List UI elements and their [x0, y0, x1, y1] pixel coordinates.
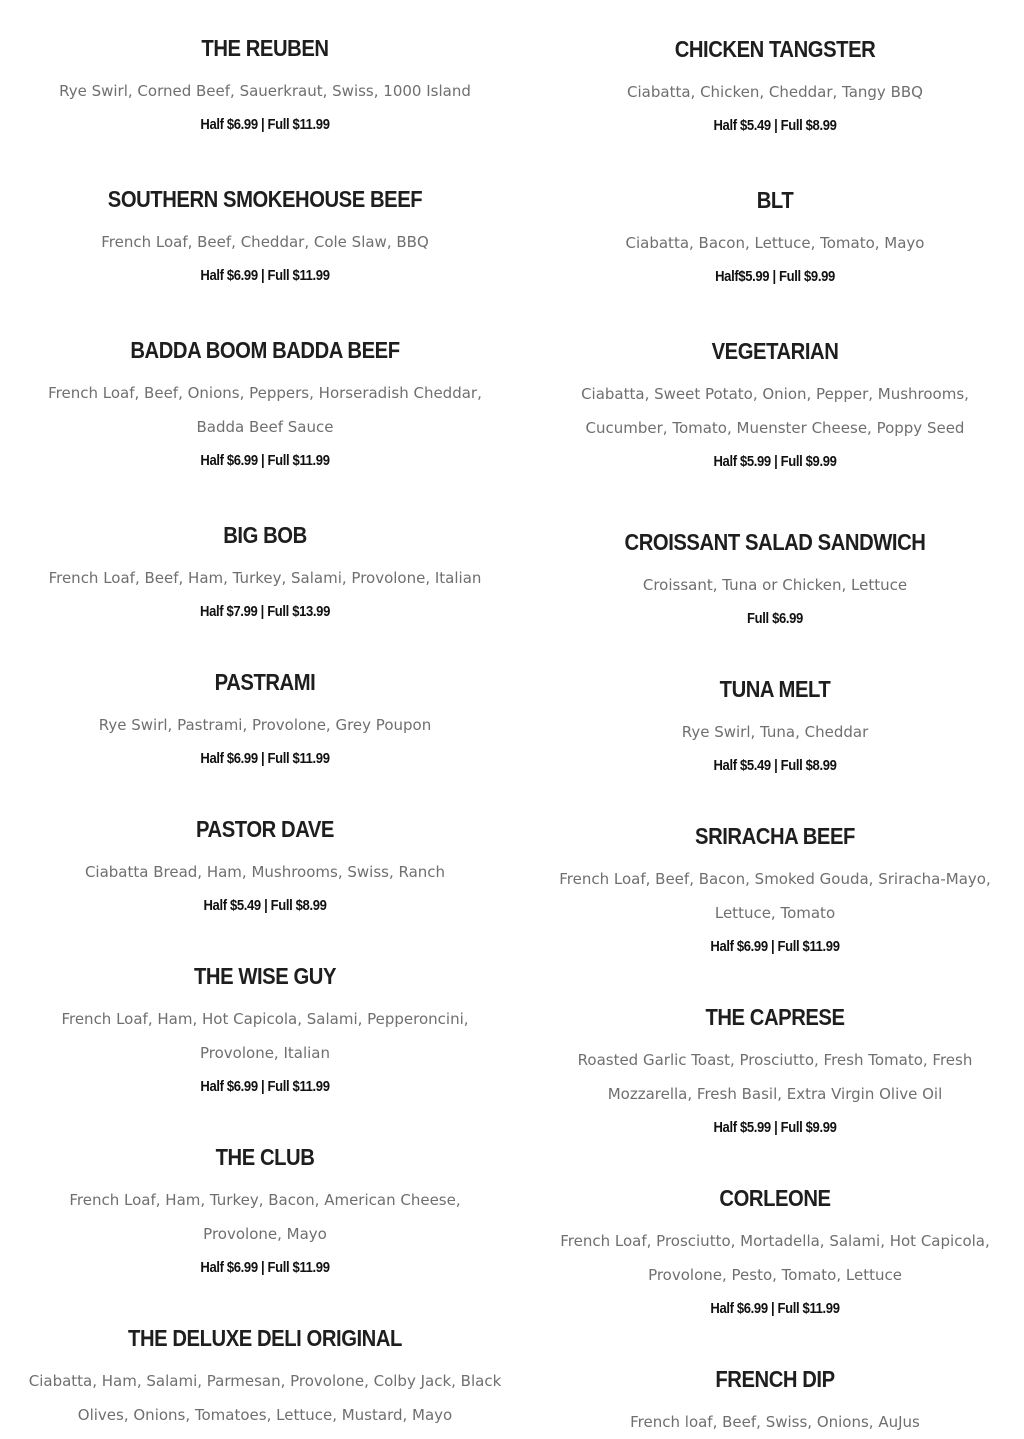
item-name: THE REUBEN — [201, 35, 329, 61]
menu-item — [10, 182, 520, 293]
item-description: French loaf, Beef, Swiss, Onions, AuJus — [630, 1413, 920, 1431]
item-name: FRENCH DIP — [715, 1366, 835, 1392]
item-price: Half $6.99 | Full $11.99 — [200, 751, 330, 767]
item-name: THE WISE GUY — [193, 963, 337, 989]
menu-item — [520, 525, 1024, 636]
menu-item — [520, 672, 1024, 783]
item-name: CHICKEN TANGSTER — [674, 36, 876, 62]
item-price: Half $6.99 | Full $11.99 — [200, 1260, 330, 1276]
item-price: Half $6.99 | Full $11.99 — [200, 1079, 330, 1095]
menu-item — [10, 31, 520, 142]
item-name: TUNA MELT — [719, 676, 831, 702]
item-price: Half $5.99 | Full $9.99 — [713, 454, 837, 470]
item-price: Half $6.99 | Full $11.99 — [200, 268, 330, 284]
menu-item — [520, 1362, 1024, 1439]
menu-item — [10, 665, 520, 776]
item-description: Ciabatta Bread, Ham, Mushrooms, Swiss, Ranch — [84, 863, 446, 881]
item-name: CORLEONE — [719, 1185, 831, 1211]
item-name: THE CLUB — [215, 1144, 315, 1170]
menu-item — [520, 819, 1024, 964]
item-description: French Loaf, Beef, Bacon, Smoked Gouda, Sriracha-Mayo, Lettuce, Tomato — [559, 870, 991, 922]
item-price: Half $5.49 | Full $8.99 — [713, 758, 837, 774]
item-description: Rye Swirl, Corned Beef, Sauerkraut, Swiss, 1000 Island — [59, 82, 471, 100]
menu-item — [10, 333, 520, 478]
item-name: BLT — [756, 187, 794, 213]
item-price: Half $5.99 | Full $9.99 — [713, 1120, 837, 1136]
item-name: SOUTHERN SMOKEHOUSE BEEF — [107, 186, 423, 212]
menu-item — [10, 812, 520, 923]
item-name: BADDA BOOM BADDA BEEF — [130, 337, 400, 363]
item-description: French Loaf, Beef, Ham, Turkey, Salami, Provolone, Italian — [48, 569, 482, 587]
item-name: CROISSANT SALAD SANDWICH — [624, 529, 926, 555]
item-price: Half $7.99 | Full $13.99 — [200, 604, 330, 620]
item-name: PASTOR DAVE — [196, 816, 334, 842]
item-description: French Loaf, Beef, Cheddar, Cole Slaw, BBQ — [101, 233, 429, 251]
item-description: Roasted Garlic Toast, Prosciutto, Fresh Tomato, Fresh Mozzarella, Fresh Basil, Extra Virgin Olive Oil — [577, 1051, 973, 1103]
item-name: PASTRAMI — [214, 669, 316, 695]
menu-item — [10, 1140, 520, 1285]
item-price: Half $6.99 | Full $11.99 — [710, 939, 840, 955]
item-price: Full $6.99 — [747, 611, 803, 627]
item-price: Half $6.99 | Full $11.99 — [200, 453, 330, 469]
item-name: BIG BOB — [223, 522, 307, 548]
item-description: Ciabatta, Sweet Potato, Onion, Pepper, Mushrooms, Cucumber, Tomato, Muenster Cheese, Poppy Seed — [581, 385, 969, 437]
item-description: Croissant, Tuna or Chicken, Lettuce — [642, 576, 908, 594]
menu-item — [520, 32, 1024, 143]
item-name: THE DELUXE DELI ORIGINAL — [128, 1325, 402, 1351]
item-description: Ciabatta, Bacon, Lettuce, Tomato, Mayo — [625, 234, 925, 252]
item-price: Half $5.49 | Full $8.99 — [713, 118, 837, 134]
item-name: VEGETARIAN — [711, 338, 839, 364]
item-price: Half $5.49 | Full $8.99 — [203, 898, 327, 914]
item-price: Half $6.99 | Full $11.99 — [710, 1301, 840, 1317]
menu-item — [10, 959, 520, 1104]
item-name: SRIRACHA BEEF — [695, 823, 855, 849]
item-description: Rye Swirl, Pastrami, Provolone, Grey Poupon — [98, 716, 432, 734]
item-description: French Loaf, Prosciutto, Mortadella, Salami, Hot Capicola, Provolone, Pesto, Tomato, Lettuce — [560, 1232, 990, 1284]
item-description: Rye Swirl, Tuna, Cheddar — [681, 723, 869, 741]
menu-item — [520, 334, 1024, 479]
menu-item — [520, 183, 1024, 294]
item-price: Half $6.99 | Full $11.99 — [200, 117, 330, 133]
item-name: THE CAPRESE — [705, 1004, 845, 1030]
menu-item — [10, 518, 520, 629]
item-description: French Loaf, Beef, Onions, Peppers, Horseradish Cheddar, Badda Beef Sauce — [48, 384, 482, 436]
menu-item — [10, 1321, 520, 1432]
menu-item — [520, 1181, 1024, 1326]
menu-item — [520, 1000, 1024, 1145]
item-description: Ciabatta, Ham, Salami, Parmesan, Provolone, Colby Jack, Black Olives, Onions, Tomatoes, Lettuce, Mustard, Mayo — [28, 1372, 502, 1424]
item-description: French Loaf, Ham, Turkey, Bacon, American Cheese, Provolone, Mayo — [69, 1191, 461, 1243]
item-description: French Loaf, Ham, Hot Capicola, Salami, Pepperoncini, Provolone, Italian — [61, 1010, 469, 1062]
item-price: Half$5.99 | Full $9.99 — [715, 269, 835, 285]
item-description: Ciabatta, Chicken, Cheddar, Tangy BBQ — [627, 83, 923, 101]
